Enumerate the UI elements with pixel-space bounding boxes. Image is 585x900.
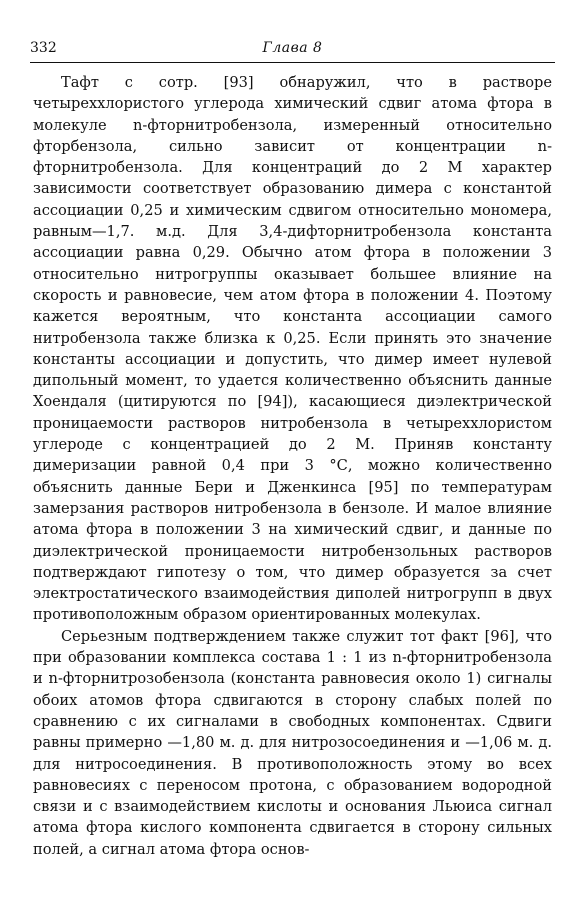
body-text [33,72,552,860]
paragraph-2: Серьезным подтверждением также служит тот факт [96], что при образовании комплекса состава 1 : 1 из n-фторнитробензола и n-фторнитрозобензола (константа равновесия около 1) сигналы обоих атомов фтора сдвигаются в сторону слабых полей по сравнению с их сигналами в свободных компонентах. Сдвиги равны примерно —1,80 м. д. для нитрозосоединения и —1,06 м. д. для нитросоединения. В противоположность этому во всех равновесиях с переносом протона, с образованием водородной связи и с взаимодействием кислоты и основания Льюиса сигнал атома фтора кислого компонента сдвигается в сторону сильных полей, а сигнал атома фтора основ- [33,627,552,858]
running-title: Глава 8 [262,40,323,56]
page-number: 332 [30,40,57,56]
page-header [30,40,555,63]
paragraph-1: Тафт с сотр. [93] обнаружил, что в растворе четыреххлористого углерода химический сдвиг атома фтора в молекуле n-фторнитробензола, измеренный относительно фторбензола, сильно зависит от концентрации n-фторнитробензола. Для концентраций до 2 М характер зависимости соответствует образованию димера с константой ассоциации 0,25 и химическим сдвигом относительно мономера, равным—1,7. м.д. Для 3,4-дифторнитробензола константа ассоциации равна 0,29. Обычно атом фтора в положении 3 относительно нитрогруппы оказывает большее влияние на скорость и равновесие, чем атом фтора в положении 4. Поэтому кажется вероятным, что константа ассоциации самого нитробензола также близка к 0,25. Если принять это значение константы ассоциации и допустить, что димер имеет нулевой дипольный момент, то удается количественно объяснить данные Хоендаля (цитируются по [94]), касающиеся диэлектрической проницаемости растворов нитробензола в четыреххлористом углероде с концентрацией до 2 М. Приняв константу димеризации равной 0,4 при 3 °С, можно количественно объяснить данные Бери и Дженкинса [95] по температурам замерзания растворов нитробензола в бензоле. И малое влияние атома фтора в положении 3 на химический сдвиг, и данные по диэлектрической проницаемости нитробензольных растворов подтверждают гипотезу о том, что димер образуется за счет электростатического взаимодействия диполей нитрогрупп в двух противоположным образом ориентированных молекулах. [33,74,552,624]
